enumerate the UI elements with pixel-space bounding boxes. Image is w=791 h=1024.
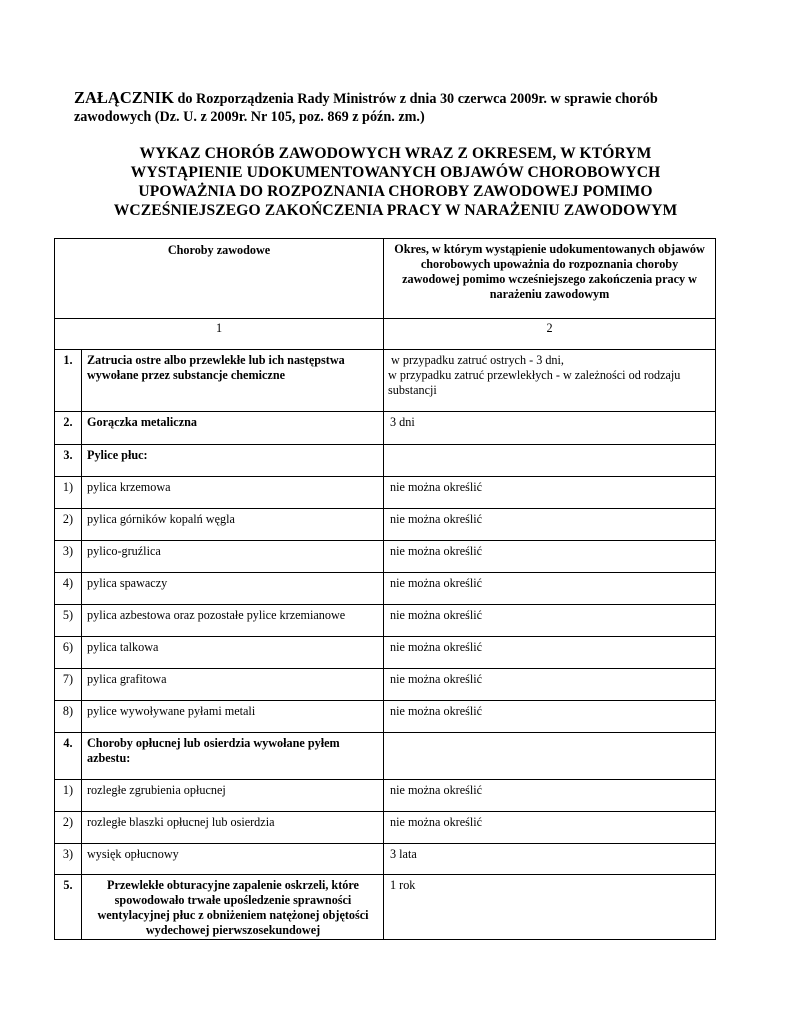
- row-period: nie można określić: [384, 477, 716, 509]
- title-line: WCZEŚNIEJSZEGO ZAKOŃCZENIA PRACY W NARAŻENIU ZAWODOWYM: [113, 202, 678, 219]
- table-header-row: [55, 239, 716, 319]
- document-title: [54, 144, 737, 220]
- row-number: 7): [55, 669, 82, 701]
- row-number: 3): [55, 844, 82, 875]
- row-number: 3.: [55, 445, 82, 477]
- row-disease: rozległe blaszki opłucnej lub osierdzia: [82, 812, 384, 844]
- row-number: 3): [55, 541, 82, 573]
- row-number: 6): [55, 637, 82, 669]
- column-header-diseases: Choroby zawodowe: [55, 239, 384, 319]
- row-number: 4.: [55, 733, 82, 780]
- row-number: 2.: [55, 412, 82, 445]
- table-row: [55, 445, 716, 477]
- table-row: [55, 509, 716, 541]
- row-number: 2): [55, 509, 82, 541]
- title-line: UPOWAŻNIA DO ROZPOZNANIA CHOROBY ZAWODOWEJ POMIMO: [138, 183, 653, 200]
- row-period: [384, 350, 716, 412]
- row-period-line: w przypadku zatruć przewlekłych - w zależności od rodzaju substancji: [388, 368, 681, 397]
- table-row: [55, 875, 716, 940]
- table-row: [55, 812, 716, 844]
- title-line: WYSTĄPIENIE UDOKUMENTOWANYCH OBJAWÓW CHOROBOWYCH: [130, 164, 661, 181]
- row-period: nie można określić: [384, 541, 716, 573]
- table-row: [55, 669, 716, 701]
- table-row: [55, 605, 716, 637]
- row-disease: Przewlekłe obturacyjne zapalenie oskrzeli, które spowodowało trwałe upośledzenie sprawności wentylacyjnej płuc z obniżeniem natężonej objętości wydechowej pierwszosekundowej: [82, 875, 384, 940]
- row-disease: Choroby opłucnej lub osierdzia wywołane pyłem azbestu:: [82, 733, 384, 780]
- row-number: 1): [55, 477, 82, 509]
- table-row: [55, 780, 716, 812]
- row-period: nie można określić: [384, 669, 716, 701]
- table-row: [55, 573, 716, 605]
- row-number: 5.: [55, 875, 82, 940]
- column-number-row: [55, 319, 716, 350]
- row-disease: pylica azbestowa oraz pozostałe pylice krzemianowe: [82, 605, 384, 637]
- row-disease: rozległe zgrubienia opłucnej: [82, 780, 384, 812]
- table-row: [55, 701, 716, 733]
- row-period: nie można określić: [384, 573, 716, 605]
- row-period: nie można określić: [384, 812, 716, 844]
- row-disease: pylica spawaczy: [82, 573, 384, 605]
- row-period: nie można określić: [384, 637, 716, 669]
- row-period: [384, 445, 716, 477]
- row-number: 4): [55, 573, 82, 605]
- row-period: nie można określić: [384, 509, 716, 541]
- row-disease: pylica górników kopalń węgla: [82, 509, 384, 541]
- row-number: 5): [55, 605, 82, 637]
- row-period: nie można określić: [384, 701, 716, 733]
- title-line: WYKAZ CHORÓB ZAWODOWYCH WRAZ Z OKRESEM, W KTÓRYM: [139, 145, 652, 162]
- row-period: nie można określić: [384, 605, 716, 637]
- row-period: 3 lata: [384, 844, 716, 875]
- table-row: [55, 733, 716, 780]
- table-row: [55, 637, 716, 669]
- header-regulation-reference: do Rozporządzenia Rady Ministrów z dnia 30 czerwca 2009r. w sprawie chorób zawodowych (Dz. U. z 2009r. Nr 105, poz. 869 z późn. zm.): [74, 91, 658, 125]
- column-number-2: 2: [384, 319, 716, 350]
- row-period: nie można określić: [384, 780, 716, 812]
- document-header: [74, 89, 714, 126]
- table-row: [55, 541, 716, 573]
- row-disease: Gorączka metaliczna: [82, 412, 384, 445]
- table-row: [55, 477, 716, 509]
- row-period: [384, 733, 716, 780]
- row-number: 2): [55, 812, 82, 844]
- table-row: [55, 412, 716, 445]
- table-row: [55, 350, 716, 412]
- occupational-diseases-table: [54, 238, 716, 940]
- row-number: 1.: [55, 350, 82, 412]
- row-disease: Pylice płuc:: [82, 445, 384, 477]
- row-disease: pylice wywoływane pyłami metali: [82, 701, 384, 733]
- row-period-line: w przypadku zatruć ostrych - 3 dni,: [391, 353, 564, 367]
- row-disease: pylico-gruźlica: [82, 541, 384, 573]
- column-number-1: 1: [55, 319, 384, 350]
- row-disease: Zatrucia ostre albo przewlekłe lub ich następstwa wywołane przez substancje chemiczne: [82, 350, 384, 412]
- row-disease: pylica talkowa: [82, 637, 384, 669]
- row-number: 1): [55, 780, 82, 812]
- row-disease: pylica krzemowa: [82, 477, 384, 509]
- column-header-period: Okres, w którym wystąpienie udokumentowanych objawów chorobowych upoważnia do rozpoznania choroby zawodowej pomimo wcześniejszego zakończenia pracy w narażeniu zawodowym: [384, 239, 716, 319]
- row-disease: wysięk opłucnowy: [82, 844, 384, 875]
- row-period: 1 rok: [384, 875, 716, 940]
- header-attachment-label: ZAŁĄCZNIK: [74, 88, 174, 107]
- row-number: 8): [55, 701, 82, 733]
- row-period: 3 dni: [384, 412, 716, 445]
- row-disease: pylica grafitowa: [82, 669, 384, 701]
- table-row: [55, 844, 716, 875]
